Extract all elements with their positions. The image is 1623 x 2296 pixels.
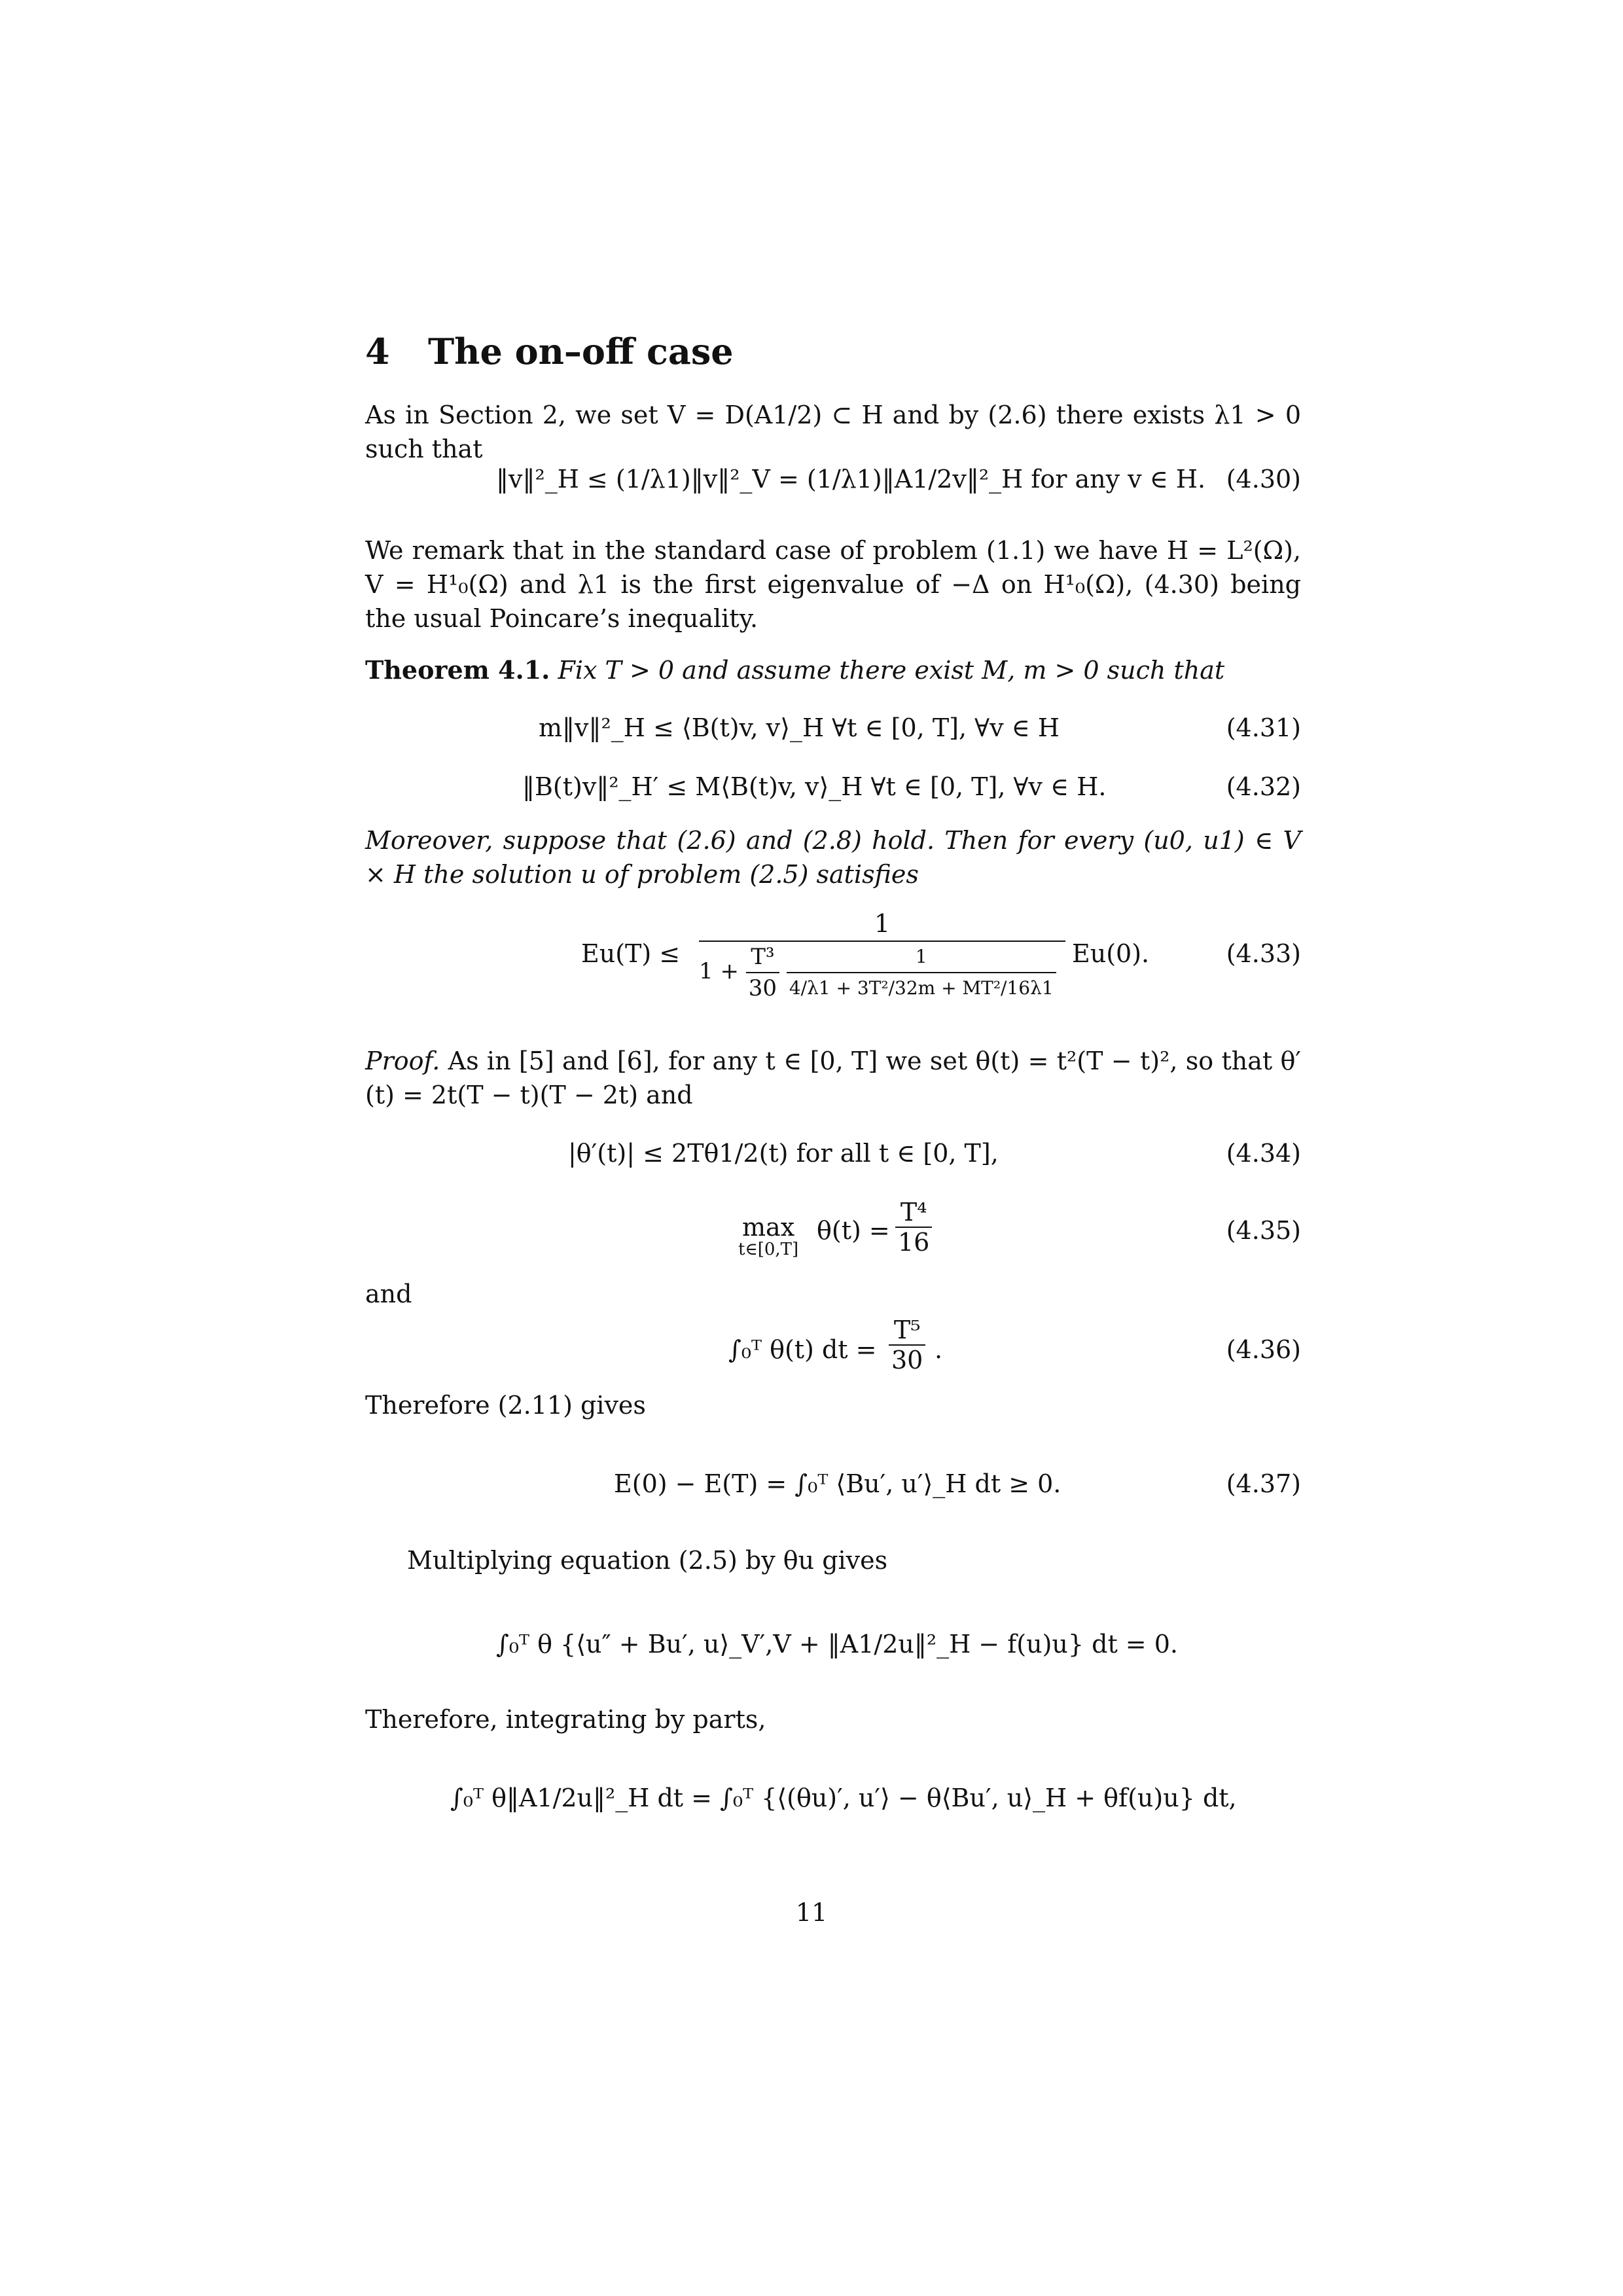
equation-4-32-tag: (4.32)	[1226, 772, 1301, 801]
equation-4-37-expr: E(0) − E(T) = ∫₀ᵀ ⟨Bu′, u′⟩_H dt ≥ 0.	[614, 1469, 1061, 1498]
intro-paragraph: As in Section 2, we set V = D(A1/2) ⊂ H and by (2.6) there exists λ1 > 0 such that	[365, 401, 1301, 463]
theorem-continuation: Moreover, suppose that (2.6) and (2.8) hold. Then for every (u0, u1) ∈ V × H the solution u of problem (2.5) satisfies	[365, 826, 1301, 889]
equation-4-33-main-fraction	[699, 906, 1065, 1003]
equation-4-33-inner-one: 1	[787, 942, 1056, 973]
remark-paragraph: We remark that in the standard case of problem (1.1) we have H = L²(Ω), V = H¹₀(Ω) and λ1 is the first eigenvalue of −Δ on H¹₀(Ω), (4.30) being the usual Poincare’s inequality.	[365, 536, 1301, 633]
equation-4-32	[365, 772, 1301, 812]
equation-4-34-tag: (4.34)	[1226, 1139, 1301, 1168]
equation-4-35-max-sub: t∈[0,T]	[738, 1240, 799, 1259]
equation-4-31-tag: (4.31)	[1226, 713, 1301, 742]
equation-4-36	[365, 1302, 1301, 1394]
equation-4-32-expr: ‖B(t)v‖²_H′ ≤ M⟨B(t)v, v⟩_H ∀t ∈ [0, T], ∀v ∈ H.	[522, 772, 1107, 801]
equation-4-33-numerator: 1	[699, 906, 1065, 942]
equation-4-34-expr: |θ′(t)| ≤ 2Tθ1/2(t) for all t ∈ [0, T],	[568, 1139, 999, 1168]
equation-4-35-max	[738, 1213, 799, 1261]
equation-4-33-tag: (4.33)	[1226, 939, 1301, 968]
equation-4-30-tag: (4.30)	[1226, 465, 1301, 493]
theorem-statement	[365, 653, 1301, 687]
equation-4-30-expr: ‖v‖²_H ≤ (1/λ1)‖v‖²_V = (1/λ1)‖A1/2v‖²_H for any v ∈ H.	[496, 465, 1206, 493]
equation-4-37	[365, 1469, 1301, 1509]
equation-4-36-tag: (4.36)	[1226, 1335, 1301, 1364]
proof-paragraph	[365, 1044, 1301, 1112]
equation-4-35-body: θ(t) =	[817, 1216, 890, 1245]
multiplying-line: Multiplying equation (2.5) by θu gives	[407, 1546, 888, 1575]
equation-4-33-lhs: Eu(T) ≤	[581, 939, 681, 968]
equation-4-36-expr: ∫₀ᵀ θ(t) dt =	[728, 1335, 877, 1364]
equation-4-33-t3-over-30	[746, 942, 779, 1003]
equation-4-36-tail: .	[935, 1335, 943, 1364]
equation-4-33-denominator-head: 1 +	[699, 958, 739, 984]
equation-4-36-den: 30	[891, 1346, 923, 1374]
proof-text: As in [5] and [6], for any t ∈ [0, T] we set θ(t) = t²(T − t)², so that θ′(t) = 2t(T − t)(T − 2t) and	[365, 1047, 1301, 1109]
equation-4-33-thirty: 30	[748, 975, 777, 1001]
equation-multiplied	[365, 1630, 1301, 1669]
equation-4-31-expr: m‖v‖²_H ≤ ⟨B(t)v, v⟩_H ∀t ∈ [0, T], ∀v ∈ H	[539, 713, 1060, 742]
and-word: and	[365, 1280, 412, 1308]
equation-parts-expr: ∫₀ᵀ θ‖A1/2u‖²_H dt = ∫₀ᵀ {⟨(θu)′, u′⟩ − θ⟨Bu′, u⟩_H + θf(u)u} dt,	[450, 1784, 1237, 1812]
equation-4-35	[365, 1198, 1301, 1276]
theorem-hypothesis: Fix T > 0 and assume there exist M, m > 0 such that	[558, 656, 1225, 685]
equation-4-33-rhs: Eu(0).	[1072, 939, 1150, 968]
equation-parts	[365, 1784, 1301, 1823]
equation-4-37-tag: (4.37)	[1226, 1469, 1301, 1498]
equation-4-31	[365, 713, 1301, 753]
section-number: 4	[365, 331, 390, 372]
page-number: 11	[795, 1898, 828, 1927]
equation-4-33-inner-fraction	[787, 942, 1056, 1003]
section-heading	[365, 331, 734, 372]
theorem-label: Theorem 4.1.	[365, 655, 550, 685]
proof-label: Proof.	[365, 1047, 440, 1075]
equation-4-30	[365, 465, 1301, 504]
equation-4-35-fraction	[895, 1198, 932, 1257]
integrating-by-parts-line: Therefore, integrating by parts,	[365, 1705, 766, 1734]
equation-4-33-t3: T³	[746, 942, 779, 973]
section-title: The on–off case	[428, 331, 734, 372]
equation-4-33-inner-sum: 4/λ1 + 3T²/32m + MT²/16λ1	[789, 977, 1054, 999]
equation-4-36-fraction	[889, 1316, 925, 1374]
equation-multiplied-expr: ∫₀ᵀ θ {⟨u″ + Bu′, u⟩_V′,V + ‖A1/2u‖²_H − f(u)u} dt = 0.	[496, 1630, 1178, 1659]
therefore-2-11: Therefore (2.11) gives	[365, 1391, 646, 1420]
equation-4-35-max-op: max	[742, 1213, 795, 1242]
equation-4-34	[365, 1139, 1301, 1178]
equation-4-33	[365, 906, 1301, 1037]
equation-4-35-tag: (4.35)	[1226, 1216, 1301, 1245]
equation-4-35-den: 16	[898, 1228, 930, 1257]
equation-4-36-num: T⁵	[889, 1316, 925, 1346]
equation-4-35-num: T⁴	[895, 1198, 932, 1228]
